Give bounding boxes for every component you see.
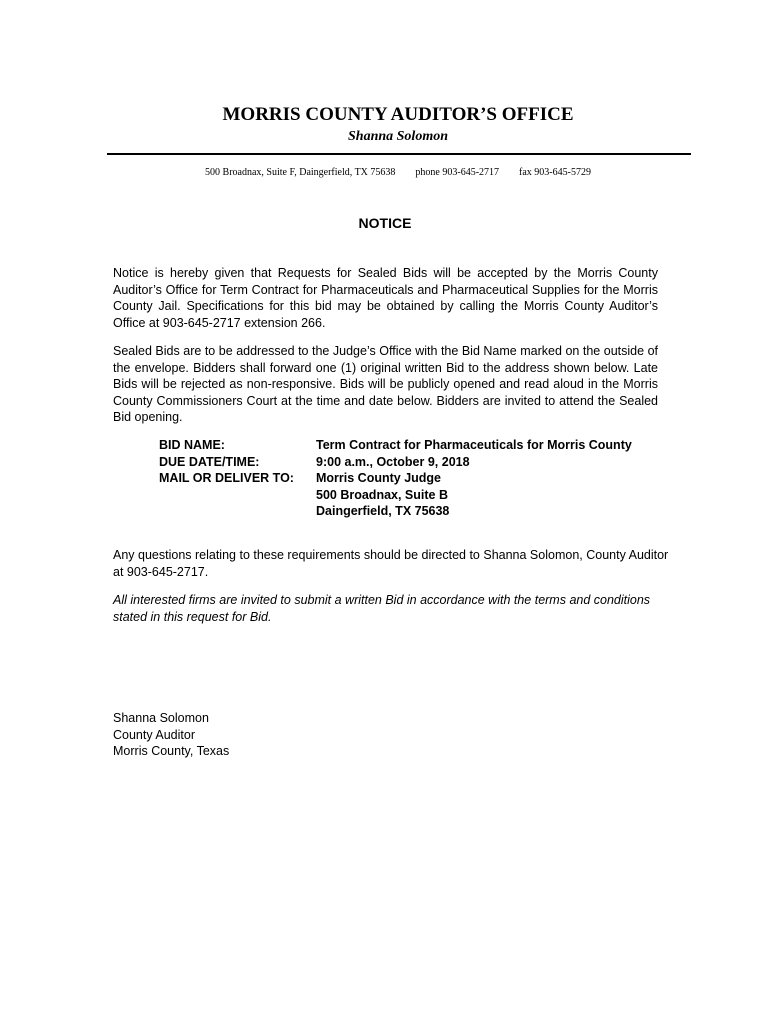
bid-name-value: Term Contract for Pharmaceuticals for Morris County	[316, 438, 632, 452]
mail-address	[316, 470, 659, 520]
due-date-row	[159, 454, 659, 471]
signature-block	[113, 710, 229, 760]
letterhead-contact-line	[0, 166, 770, 179]
letterhead-address: 500 Broadnax, Suite F, Daingerfield, TX 75638	[205, 167, 396, 178]
letterhead-phone: phone 903-645-2717	[415, 167, 500, 178]
mail-label: MAIL OR DELIVER TO:	[159, 471, 294, 485]
signature-location: Morris County, Texas	[113, 744, 230, 758]
mail-row	[159, 470, 659, 520]
notice-paragraph-2: Sealed Bids are to be addressed to the Judge’s Office with the Bid Name marked on the outside of the envelope. Bidders shall forward one (1) original written Bid to the address shown below. Late Bids will be rejected as non-responsive. Bids will be publicly opened and read aloud in the Morris County Commissioners Court at the time and date below. Bidders are invited to attend the Sealed Bid opening.	[113, 344, 658, 424]
invitation-paragraph: All interested firms are invited to submit a written Bid in accordance with the terms and conditions stated in this request for Bid.	[113, 593, 651, 624]
notice-paragraph-1: Notice is hereby given that Requests for Sealed Bids will be accepted by the Morris County Auditor’s Office for Term Contract for Pharmaceuticals and Pharmaceutical Supplies for the Morris County Jail. Specifications for this bid may be obtained by calling the Morris County Auditor’s Office at 903-645-2717 extension 266.	[113, 266, 658, 330]
bid-name-label: BID NAME:	[159, 438, 225, 452]
signature-name: Shanna Solomon	[113, 711, 209, 725]
letterhead-fax: fax 903-645-5729	[519, 167, 591, 178]
mail-address-line-2: 500 Broadnax, Suite B	[316, 487, 448, 502]
bid-name-row	[159, 437, 659, 454]
letterhead-title: MORRIS COUNTY AUDITOR’S OFFICE	[222, 104, 574, 125]
letterhead-auditor-name: Shanna Solomon	[348, 129, 448, 144]
questions-paragraph: Any questions relating to these requirements should be directed to Shanna Solomon, County Auditor at 903-645-2717.	[113, 548, 669, 579]
letterhead-divider	[107, 153, 691, 155]
bid-details	[159, 437, 659, 520]
notice-heading: NOTICE	[358, 215, 412, 231]
due-date-label: DUE DATE/TIME:	[159, 454, 260, 469]
signature-title: County Auditor	[113, 727, 195, 742]
due-date-value: 9:00 a.m., October 9, 2018	[316, 454, 470, 469]
mail-address-line-3: Daingerfield, TX 75638	[316, 504, 450, 518]
mail-address-line-1: Morris County Judge	[316, 471, 442, 485]
